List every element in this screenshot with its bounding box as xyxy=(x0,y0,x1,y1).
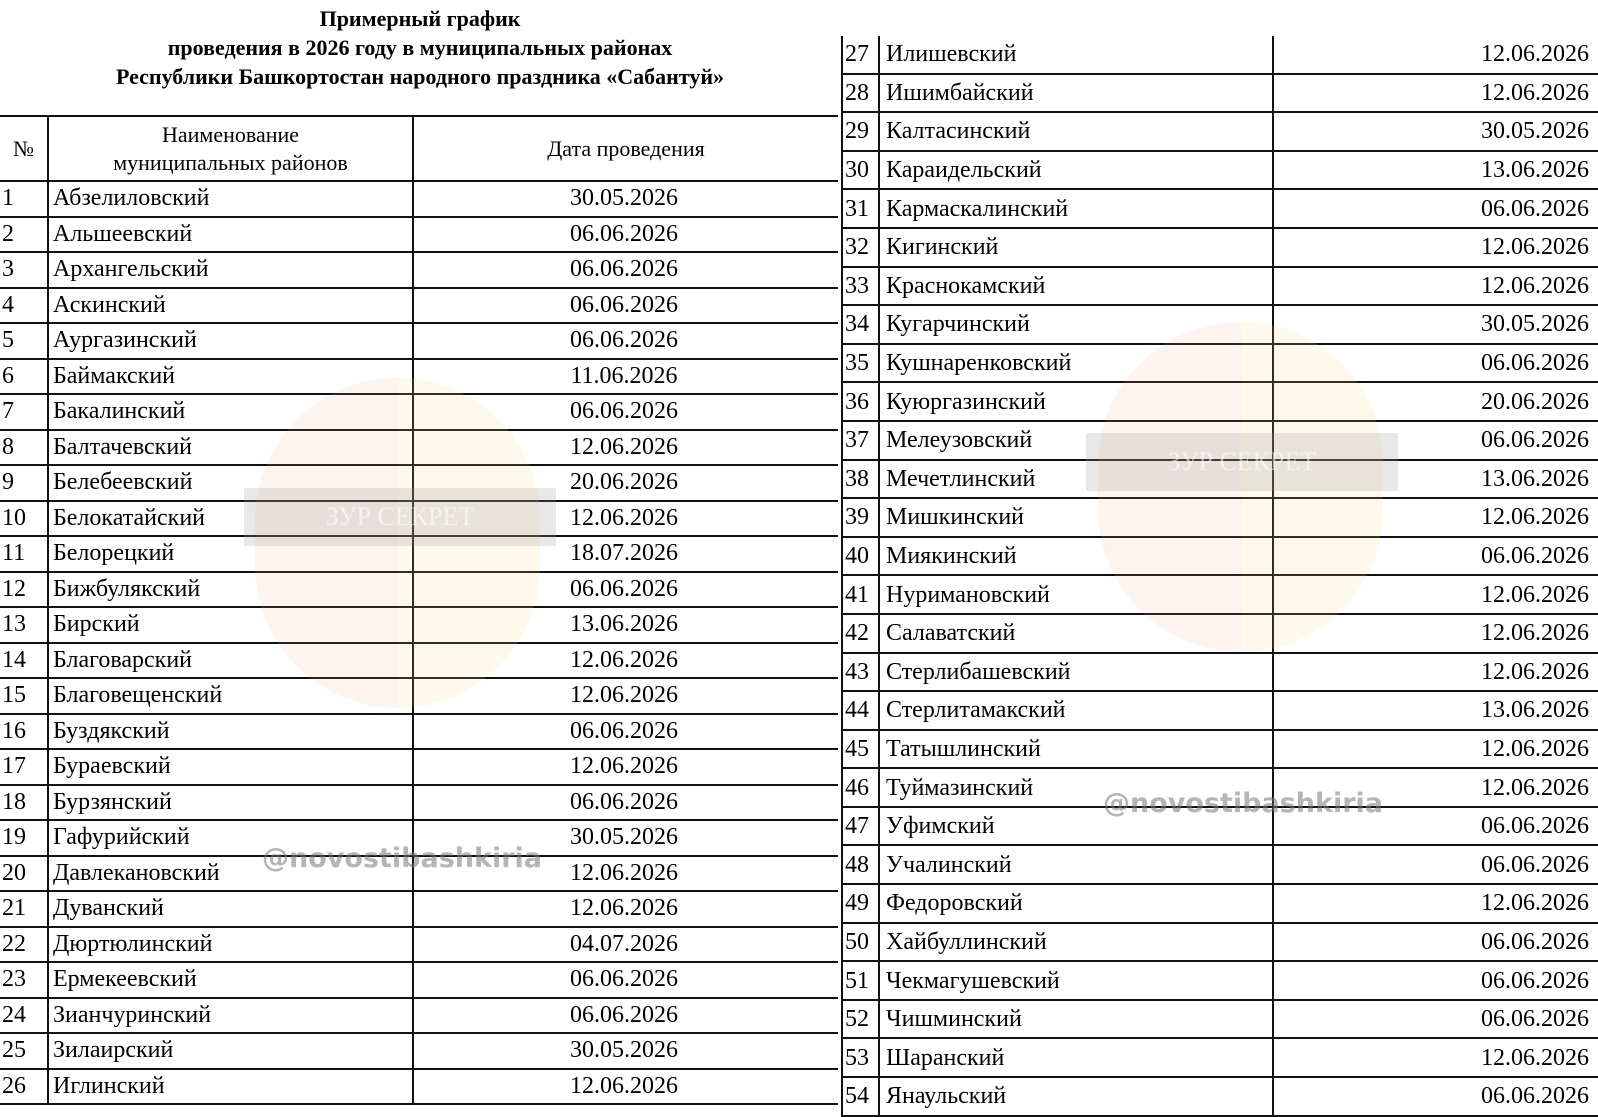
table-row xyxy=(842,36,1598,74)
district-name: Ермекеевский xyxy=(48,962,413,998)
district-name: Белебеевский xyxy=(48,465,413,501)
watermark-handle-left: @novostibashkiria xyxy=(262,843,542,874)
schedule-table-right xyxy=(841,36,1598,1117)
table-row xyxy=(842,460,1598,499)
row-number: 15 xyxy=(0,678,48,714)
event-date: 06.06.2026 xyxy=(413,962,838,998)
district-name: Хайбуллинский xyxy=(879,923,1273,962)
event-date: 12.06.2026 xyxy=(1273,768,1598,807)
event-date: 20.06.2026 xyxy=(1273,382,1598,421)
event-date: 12.06.2026 xyxy=(413,891,838,927)
district-name: Нуримановский xyxy=(879,575,1273,614)
district-name: Туймазинский xyxy=(879,768,1273,807)
event-date: 06.06.2026 xyxy=(1273,537,1598,576)
district-name: Мишкинский xyxy=(879,498,1273,537)
row-number: 6 xyxy=(0,359,48,395)
row-number: 50 xyxy=(842,923,879,962)
row-number: 9 xyxy=(0,465,48,501)
row-number: 48 xyxy=(842,845,879,884)
row-number: 34 xyxy=(842,305,879,344)
district-name: Зилаирский xyxy=(48,1033,413,1069)
district-name: Дуванский xyxy=(48,891,413,927)
table-row xyxy=(0,1069,838,1105)
event-date: 30.05.2026 xyxy=(1273,305,1598,344)
table-row xyxy=(842,1000,1598,1039)
title-line-2: проведения в 2026 году в муниципальных районах xyxy=(167,35,673,60)
schedule-table-left xyxy=(0,115,838,1105)
header-name: Наименование муниципальных районов xyxy=(48,116,413,181)
row-number: 38 xyxy=(842,460,879,499)
table-row xyxy=(842,1038,1598,1077)
row-number: 43 xyxy=(842,653,879,692)
row-number: 4 xyxy=(0,288,48,324)
event-date: 04.07.2026 xyxy=(413,927,838,963)
row-number: 42 xyxy=(842,614,879,653)
table-row xyxy=(842,305,1598,344)
table-row xyxy=(0,678,838,714)
row-number: 1 xyxy=(0,181,48,217)
event-date: 06.06.2026 xyxy=(413,288,838,324)
row-number: 12 xyxy=(0,572,48,608)
row-number: 5 xyxy=(0,323,48,359)
event-date: 30.05.2026 xyxy=(413,820,838,856)
watermark-band-left: ЗУР СЕКРЕТ xyxy=(244,488,556,546)
watermark-band-right: ЗУР СЕКРЕТ xyxy=(1086,433,1398,491)
row-number: 7 xyxy=(0,394,48,430)
district-name: Абзелиловский xyxy=(48,181,413,217)
event-date: 12.06.2026 xyxy=(413,501,838,537)
district-name: Краснокамский xyxy=(879,267,1273,306)
district-name: Кигинский xyxy=(879,228,1273,267)
event-date: 06.06.2026 xyxy=(1273,1077,1598,1116)
event-date: 06.06.2026 xyxy=(413,785,838,821)
row-number: 21 xyxy=(0,891,48,927)
district-name: Салаватский xyxy=(879,614,1273,653)
district-name: Татышлинский xyxy=(879,730,1273,769)
row-number: 41 xyxy=(842,575,879,614)
event-date: 06.06.2026 xyxy=(413,998,838,1034)
row-number: 19 xyxy=(0,820,48,856)
district-name: Аскинский xyxy=(48,288,413,324)
row-number: 25 xyxy=(0,1033,48,1069)
district-name: Благоварский xyxy=(48,643,413,679)
district-name: Стерлибашевский xyxy=(879,653,1273,692)
district-name: Иглинский xyxy=(48,1069,413,1105)
district-name: Янаульский xyxy=(879,1077,1273,1116)
row-number: 2 xyxy=(0,217,48,253)
row-number: 27 xyxy=(842,36,879,74)
table-row xyxy=(0,643,838,679)
row-number: 51 xyxy=(842,961,879,1000)
district-name: Бижбулякский xyxy=(48,572,413,608)
district-name: Бакалинский xyxy=(48,394,413,430)
event-date: 06.06.2026 xyxy=(413,394,838,430)
table-row xyxy=(842,923,1598,962)
event-date: 12.06.2026 xyxy=(413,678,838,714)
row-number: 10 xyxy=(0,501,48,537)
row-number: 33 xyxy=(842,267,879,306)
table-row xyxy=(842,74,1598,113)
event-date: 12.06.2026 xyxy=(1273,498,1598,537)
district-name: Кармаскалинский xyxy=(879,189,1273,228)
row-number: 49 xyxy=(842,884,879,923)
table-row xyxy=(842,614,1598,653)
district-name: Белокатайский xyxy=(48,501,413,537)
event-date: 11.06.2026 xyxy=(413,359,838,395)
row-number: 39 xyxy=(842,498,879,537)
table-row xyxy=(0,785,838,821)
table-row xyxy=(842,884,1598,923)
table-row xyxy=(0,181,838,217)
row-number: 16 xyxy=(0,714,48,750)
event-date: 12.06.2026 xyxy=(413,856,838,892)
district-name: Зианчуринский xyxy=(48,998,413,1034)
event-date: 12.06.2026 xyxy=(413,749,838,785)
table-row xyxy=(842,151,1598,190)
table-row xyxy=(842,807,1598,846)
event-date: 30.05.2026 xyxy=(413,1033,838,1069)
row-number: 28 xyxy=(842,74,879,113)
table-row xyxy=(842,575,1598,614)
table-row xyxy=(0,536,838,572)
header-num: № xyxy=(0,116,48,181)
district-name: Бирский xyxy=(48,607,413,643)
district-name: Калтасинский xyxy=(879,112,1273,151)
event-date: 30.05.2026 xyxy=(1273,112,1598,151)
table-row xyxy=(0,607,838,643)
row-number: 20 xyxy=(0,856,48,892)
table-row xyxy=(842,228,1598,267)
row-number: 46 xyxy=(842,768,879,807)
row-number: 30 xyxy=(842,151,879,190)
event-date: 06.06.2026 xyxy=(1273,189,1598,228)
district-name: Архангельский xyxy=(48,252,413,288)
row-number: 24 xyxy=(0,998,48,1034)
event-date: 12.06.2026 xyxy=(1273,575,1598,614)
row-number: 8 xyxy=(0,430,48,466)
document-title xyxy=(0,4,840,91)
event-date: 06.06.2026 xyxy=(1273,845,1598,884)
district-name: Чишминский xyxy=(879,1000,1273,1039)
row-number: 40 xyxy=(842,537,879,576)
row-number: 11 xyxy=(0,536,48,572)
table-header-row xyxy=(0,116,838,181)
row-number: 18 xyxy=(0,785,48,821)
row-number: 32 xyxy=(842,228,879,267)
event-date: 18.07.2026 xyxy=(413,536,838,572)
district-name: Илишевский xyxy=(879,36,1273,74)
district-name: Ишимбайский xyxy=(879,74,1273,113)
row-number: 23 xyxy=(0,962,48,998)
district-name: Бурзянский xyxy=(48,785,413,821)
table-row xyxy=(842,112,1598,151)
table-row xyxy=(0,998,838,1034)
table-row xyxy=(0,430,838,466)
district-name: Уфимский xyxy=(879,807,1273,846)
header-date: Дата проведения xyxy=(413,116,838,181)
table-row xyxy=(842,498,1598,537)
row-number: 31 xyxy=(842,189,879,228)
event-date: 12.06.2026 xyxy=(1273,228,1598,267)
event-date: 06.06.2026 xyxy=(1273,923,1598,962)
district-name: Благовещенский xyxy=(48,678,413,714)
district-name: Кугарчинский xyxy=(879,305,1273,344)
row-number: 29 xyxy=(842,112,879,151)
row-number: 17 xyxy=(0,749,48,785)
district-name: Куюргазинский xyxy=(879,382,1273,421)
table-row xyxy=(0,465,838,501)
row-number: 22 xyxy=(0,927,48,963)
event-date: 12.06.2026 xyxy=(1273,730,1598,769)
table-row xyxy=(0,927,838,963)
table-row xyxy=(0,572,838,608)
row-number: 13 xyxy=(0,607,48,643)
district-name: Белорецкий xyxy=(48,536,413,572)
table-row xyxy=(842,344,1598,383)
district-name: Мелеузовский xyxy=(879,421,1273,460)
district-name: Баймакский xyxy=(48,359,413,395)
row-number: 3 xyxy=(0,252,48,288)
event-date: 06.06.2026 xyxy=(1273,1000,1598,1039)
table-row xyxy=(842,1077,1598,1116)
event-date: 12.06.2026 xyxy=(413,643,838,679)
event-date: 06.06.2026 xyxy=(1273,344,1598,383)
event-date: 13.06.2026 xyxy=(1273,691,1598,730)
district-name: Чекмагушевский xyxy=(879,961,1273,1000)
table-row xyxy=(0,252,838,288)
table-row xyxy=(842,189,1598,228)
event-date: 12.06.2026 xyxy=(1273,1038,1598,1077)
district-name: Учалинский xyxy=(879,845,1273,884)
table-row xyxy=(0,359,838,395)
table-row xyxy=(842,961,1598,1000)
event-date: 12.06.2026 xyxy=(1273,884,1598,923)
table-row xyxy=(0,394,838,430)
table-row xyxy=(0,962,838,998)
row-number: 45 xyxy=(842,730,879,769)
district-name: Дюртюлинский xyxy=(48,927,413,963)
event-date: 13.06.2026 xyxy=(1273,151,1598,190)
row-number: 35 xyxy=(842,344,879,383)
table-row xyxy=(0,891,838,927)
event-date: 06.06.2026 xyxy=(1273,961,1598,1000)
table-row xyxy=(0,856,838,892)
row-number: 47 xyxy=(842,807,879,846)
row-number: 26 xyxy=(0,1069,48,1105)
table-row xyxy=(842,382,1598,421)
event-date: 12.06.2026 xyxy=(1273,267,1598,306)
event-date: 06.06.2026 xyxy=(413,572,838,608)
district-name: Стерлитамакский xyxy=(879,691,1273,730)
row-number: 44 xyxy=(842,691,879,730)
table-row xyxy=(842,845,1598,884)
event-date: 13.06.2026 xyxy=(1273,460,1598,499)
district-name: Караидельский xyxy=(879,151,1273,190)
row-number: 36 xyxy=(842,382,879,421)
row-number: 52 xyxy=(842,1000,879,1039)
event-date: 12.06.2026 xyxy=(1273,614,1598,653)
event-date: 12.06.2026 xyxy=(1273,36,1598,74)
row-number: 54 xyxy=(842,1077,879,1116)
district-name: Федоровский xyxy=(879,884,1273,923)
event-date: 30.05.2026 xyxy=(413,181,838,217)
district-name: Буздякский xyxy=(48,714,413,750)
event-date: 06.06.2026 xyxy=(1273,807,1598,846)
table-row xyxy=(0,323,838,359)
district-name: Балтачевский xyxy=(48,430,413,466)
table-row xyxy=(842,730,1598,769)
district-name: Бураевский xyxy=(48,749,413,785)
district-name: Миякинский xyxy=(879,537,1273,576)
table-row xyxy=(842,421,1598,460)
event-date: 06.06.2026 xyxy=(413,323,838,359)
event-date: 06.06.2026 xyxy=(1273,421,1598,460)
table-row xyxy=(0,820,838,856)
event-date: 12.06.2026 xyxy=(413,1069,838,1105)
district-name: Давлекановский xyxy=(48,856,413,892)
table-row xyxy=(842,653,1598,692)
district-name: Аургазинский xyxy=(48,323,413,359)
event-date: 06.06.2026 xyxy=(413,217,838,253)
district-name: Мечетлинский xyxy=(879,460,1273,499)
title-line-1: Примерный график xyxy=(319,6,521,31)
table-row xyxy=(842,267,1598,306)
table-row xyxy=(842,537,1598,576)
district-name: Шаранский xyxy=(879,1038,1273,1077)
watermark-handle-right: @novostibashkiria xyxy=(1103,788,1383,819)
event-date: 12.06.2026 xyxy=(1273,74,1598,113)
event-date: 12.06.2026 xyxy=(1273,653,1598,692)
event-date: 06.06.2026 xyxy=(413,714,838,750)
event-date: 20.06.2026 xyxy=(413,465,838,501)
event-date: 06.06.2026 xyxy=(413,252,838,288)
table-row xyxy=(842,691,1598,730)
row-number: 14 xyxy=(0,643,48,679)
title-line-3: Республики Башкортостан народного праздника «Сабантуй» xyxy=(115,64,725,89)
row-number: 37 xyxy=(842,421,879,460)
district-name: Кушнаренковский xyxy=(879,344,1273,383)
table-row xyxy=(842,768,1598,807)
event-date: 13.06.2026 xyxy=(413,607,838,643)
district-name: Альшеевский xyxy=(48,217,413,253)
table-row xyxy=(0,501,838,537)
table-row xyxy=(0,749,838,785)
district-name: Гафурийский xyxy=(48,820,413,856)
row-number: 53 xyxy=(842,1038,879,1077)
table-row xyxy=(0,217,838,253)
table-row xyxy=(0,1033,838,1069)
event-date: 12.06.2026 xyxy=(413,430,838,466)
table-row xyxy=(0,714,838,750)
table-row xyxy=(0,288,838,324)
